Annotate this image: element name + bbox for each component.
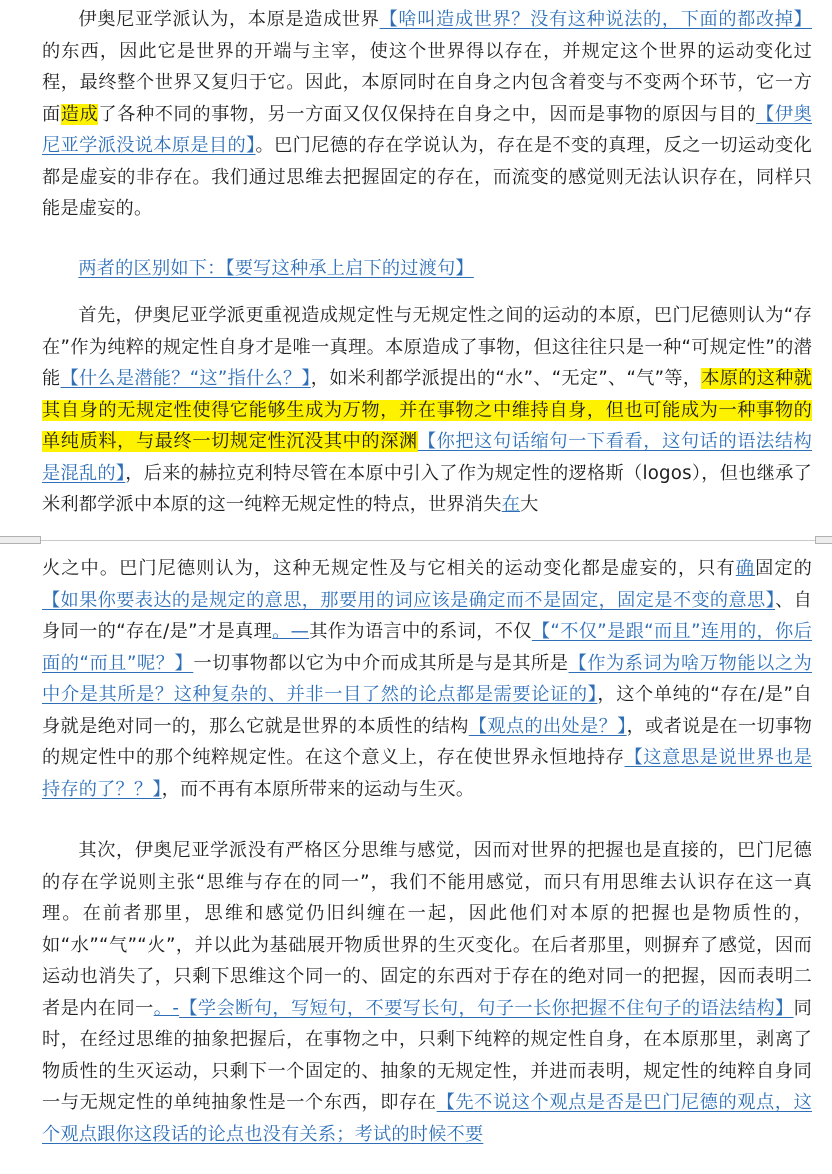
body-text: 、自身同一的“存在/是”才是真理 (42, 589, 813, 642)
comment-make-world[interactable]: 【啥叫造成世界？没有这种说法的，下面的都改掉】 (379, 9, 813, 30)
comment-determinate-vs-fixed[interactable]: 【如果你要表达的是规定的意思，那要用的词应该是确定而不是固定，固定是不变的意思】 (42, 589, 776, 611)
body-text: 的东西，因此它是世界的开端与主宰，使这个世界得以存在，并规定这个世界的运动变化过程，最终整个世界又复归于它。因此，本原同时在自身之内包含着变与不变两个环节，它一方面 (42, 40, 812, 125)
body-text: 了各种不同的事物，另一方面又仅仅保持在自身之中，因而是事物的原因与目的 (98, 103, 757, 125)
body-text: 固定的 (755, 558, 813, 579)
tracked-change-punctuation-2[interactable]: 。- (153, 997, 180, 1019)
comment-irrelevant-point[interactable]: 【先不说这个观点是否是巴门尼德的观点，这个观点跟你这段话的论点也没有关系；考试的时候不要 (42, 1092, 812, 1145)
page-break-marker-right (815, 536, 832, 544)
body-text: 伊奥尼亚学派认为，本原是造成世界 (78, 9, 380, 30)
highlight-zaocheng: 造成 (60, 103, 99, 125)
comment-potential[interactable]: 【什么是潜能？“这”指什么？】 (60, 368, 311, 389)
body-text: 同时，在经过思维的抽象把握后，在事物之中，只剩下纯粹的规定性自身，在本原那里，剥离了物质性的生灭运动，只剩下一个固定的、抽象的无规定性，并进而表明，规定性的纯粹自身同一与无规定性的单纯抽象性是一个东西，即存在 (42, 997, 813, 1113)
paragraph-ionian-principle (42, 4, 812, 225)
body-text: 一切事物都以它为中介而成其所是与是其所是 (193, 652, 569, 674)
body-text: 其次，伊奥尼亚学派没有严格区分思维与感觉，因而对世界的把握也是直接的，巴门尼德的存在学说则主张“思维与存在的同一”，我们不能用感觉，而只有用思维去认识存在这一真理。在前者那里，思维和感觉仍旧纠缠在一起，因此他们对本原的把握也是物质性的，如“水”“气”“火”，并以此为基础展开物质世界的生灭变化。在后者那里，则摒弃了感觉，因而运动也消失了，只剩下思维这个同一的、固定的东西对于存在的绝对同一的把握，因而表明二者是内在同一 (42, 840, 812, 1019)
body-text: ，后来的赫拉克利特尽管在本原中引入了作为规定性的逻格斯（logos），但也继承了米利都学派中本原的这一纯粹无规定性的特点，世界消失 (42, 462, 812, 515)
comment-source[interactable]: 【观点的出处是？】 (468, 715, 627, 737)
tracked-change-zai[interactable]: 在 (501, 494, 521, 515)
body-text: ，或者说是在一切事物的规定性中的那个纯粹规定性。在这个意义上，存在使世界永恒地持存 (42, 715, 812, 768)
paragraph-transition (42, 253, 812, 285)
document-page-2 (0, 550, 832, 1174)
paragraph-second-difference (42, 835, 812, 1150)
body-text: ，而不再有本原所带来的运动与生灭。 (161, 778, 475, 800)
paragraph-parmenides-continued (42, 553, 812, 805)
paragraph-first-difference (42, 300, 812, 521)
document-page-1 (0, 0, 832, 532)
comment-grammar-confused[interactable]: 【你把这句话缩句一下看看，这句话的语法结构是混乱的】 (42, 431, 812, 484)
body-text: 大 (520, 494, 539, 515)
body-text: ，如米利都学派提出的“水”、“无定”、“气”等， (310, 368, 702, 389)
body-text: 首先，伊奥尼亚学派更重视造成规定性与无规定性之间的运动的本原，巴门尼德则认为“存在”作为纯粹的规定性自身才是唯一真理。本原造成了事物，但这往往只是一种“可规定性”的潜能 (42, 305, 812, 389)
comment-world-persists[interactable]: 【这意思是说世界也是持存的了？？】 (42, 747, 812, 800)
page-break (0, 532, 832, 550)
comment-transition-sentence[interactable]: 两者的区别如下：【要写这种承上启下的过渡句】 (78, 258, 474, 279)
highlight-long-sentence: 本原的这种就其自身的无规定性使得它能够生成为万物，并在事物之中维持自身，但也可能成为一种事物的单纯质料，与最终一切规定性沉没其中的深渊 (42, 368, 812, 452)
tracked-change-punctuation[interactable]: 。— (272, 621, 310, 642)
body-text: 其作为语言中的系词，不仅 (309, 621, 532, 642)
body-text: ，这个单纯的“存在/是”自身就是绝对同一的，那么它就是世界的本质性的结构 (42, 684, 813, 737)
body-text: 火之中。巴门尼德则认为，这种无规定性及与它相关的运动变化都是虚妄的，只有 (42, 558, 736, 579)
comment-bujin-erqie[interactable]: 【“不仅”是跟“而且”连用的，你后面的“而且”呢？】 (42, 621, 813, 674)
comment-not-purpose[interactable]: 【伊奥尼亚学派没说本原是目的】 (42, 103, 812, 156)
comment-needs-argument[interactable]: 【作为系词为啥万物能以之为中介是其所是？这种复杂的、并非一目了然的论点都是需要论证的】 (42, 652, 812, 705)
body-text: 。巴门尼德的存在学说认为，存在是不变的真理，反之一切运动变化都是虚妄的非存在。我们通过思维去把握固定的存在，而流变的感觉则无法认识存在，同样只能是虚妄的。 (42, 135, 812, 219)
tracked-change-que[interactable]: 确 (735, 558, 756, 579)
page-break-rule (0, 540, 832, 541)
page-break-marker-left (0, 536, 41, 544)
comment-short-sentences[interactable]: 【学会断句，写短句，不要写长句，句子一长你把握不住句子的语法结构】 (179, 997, 794, 1019)
